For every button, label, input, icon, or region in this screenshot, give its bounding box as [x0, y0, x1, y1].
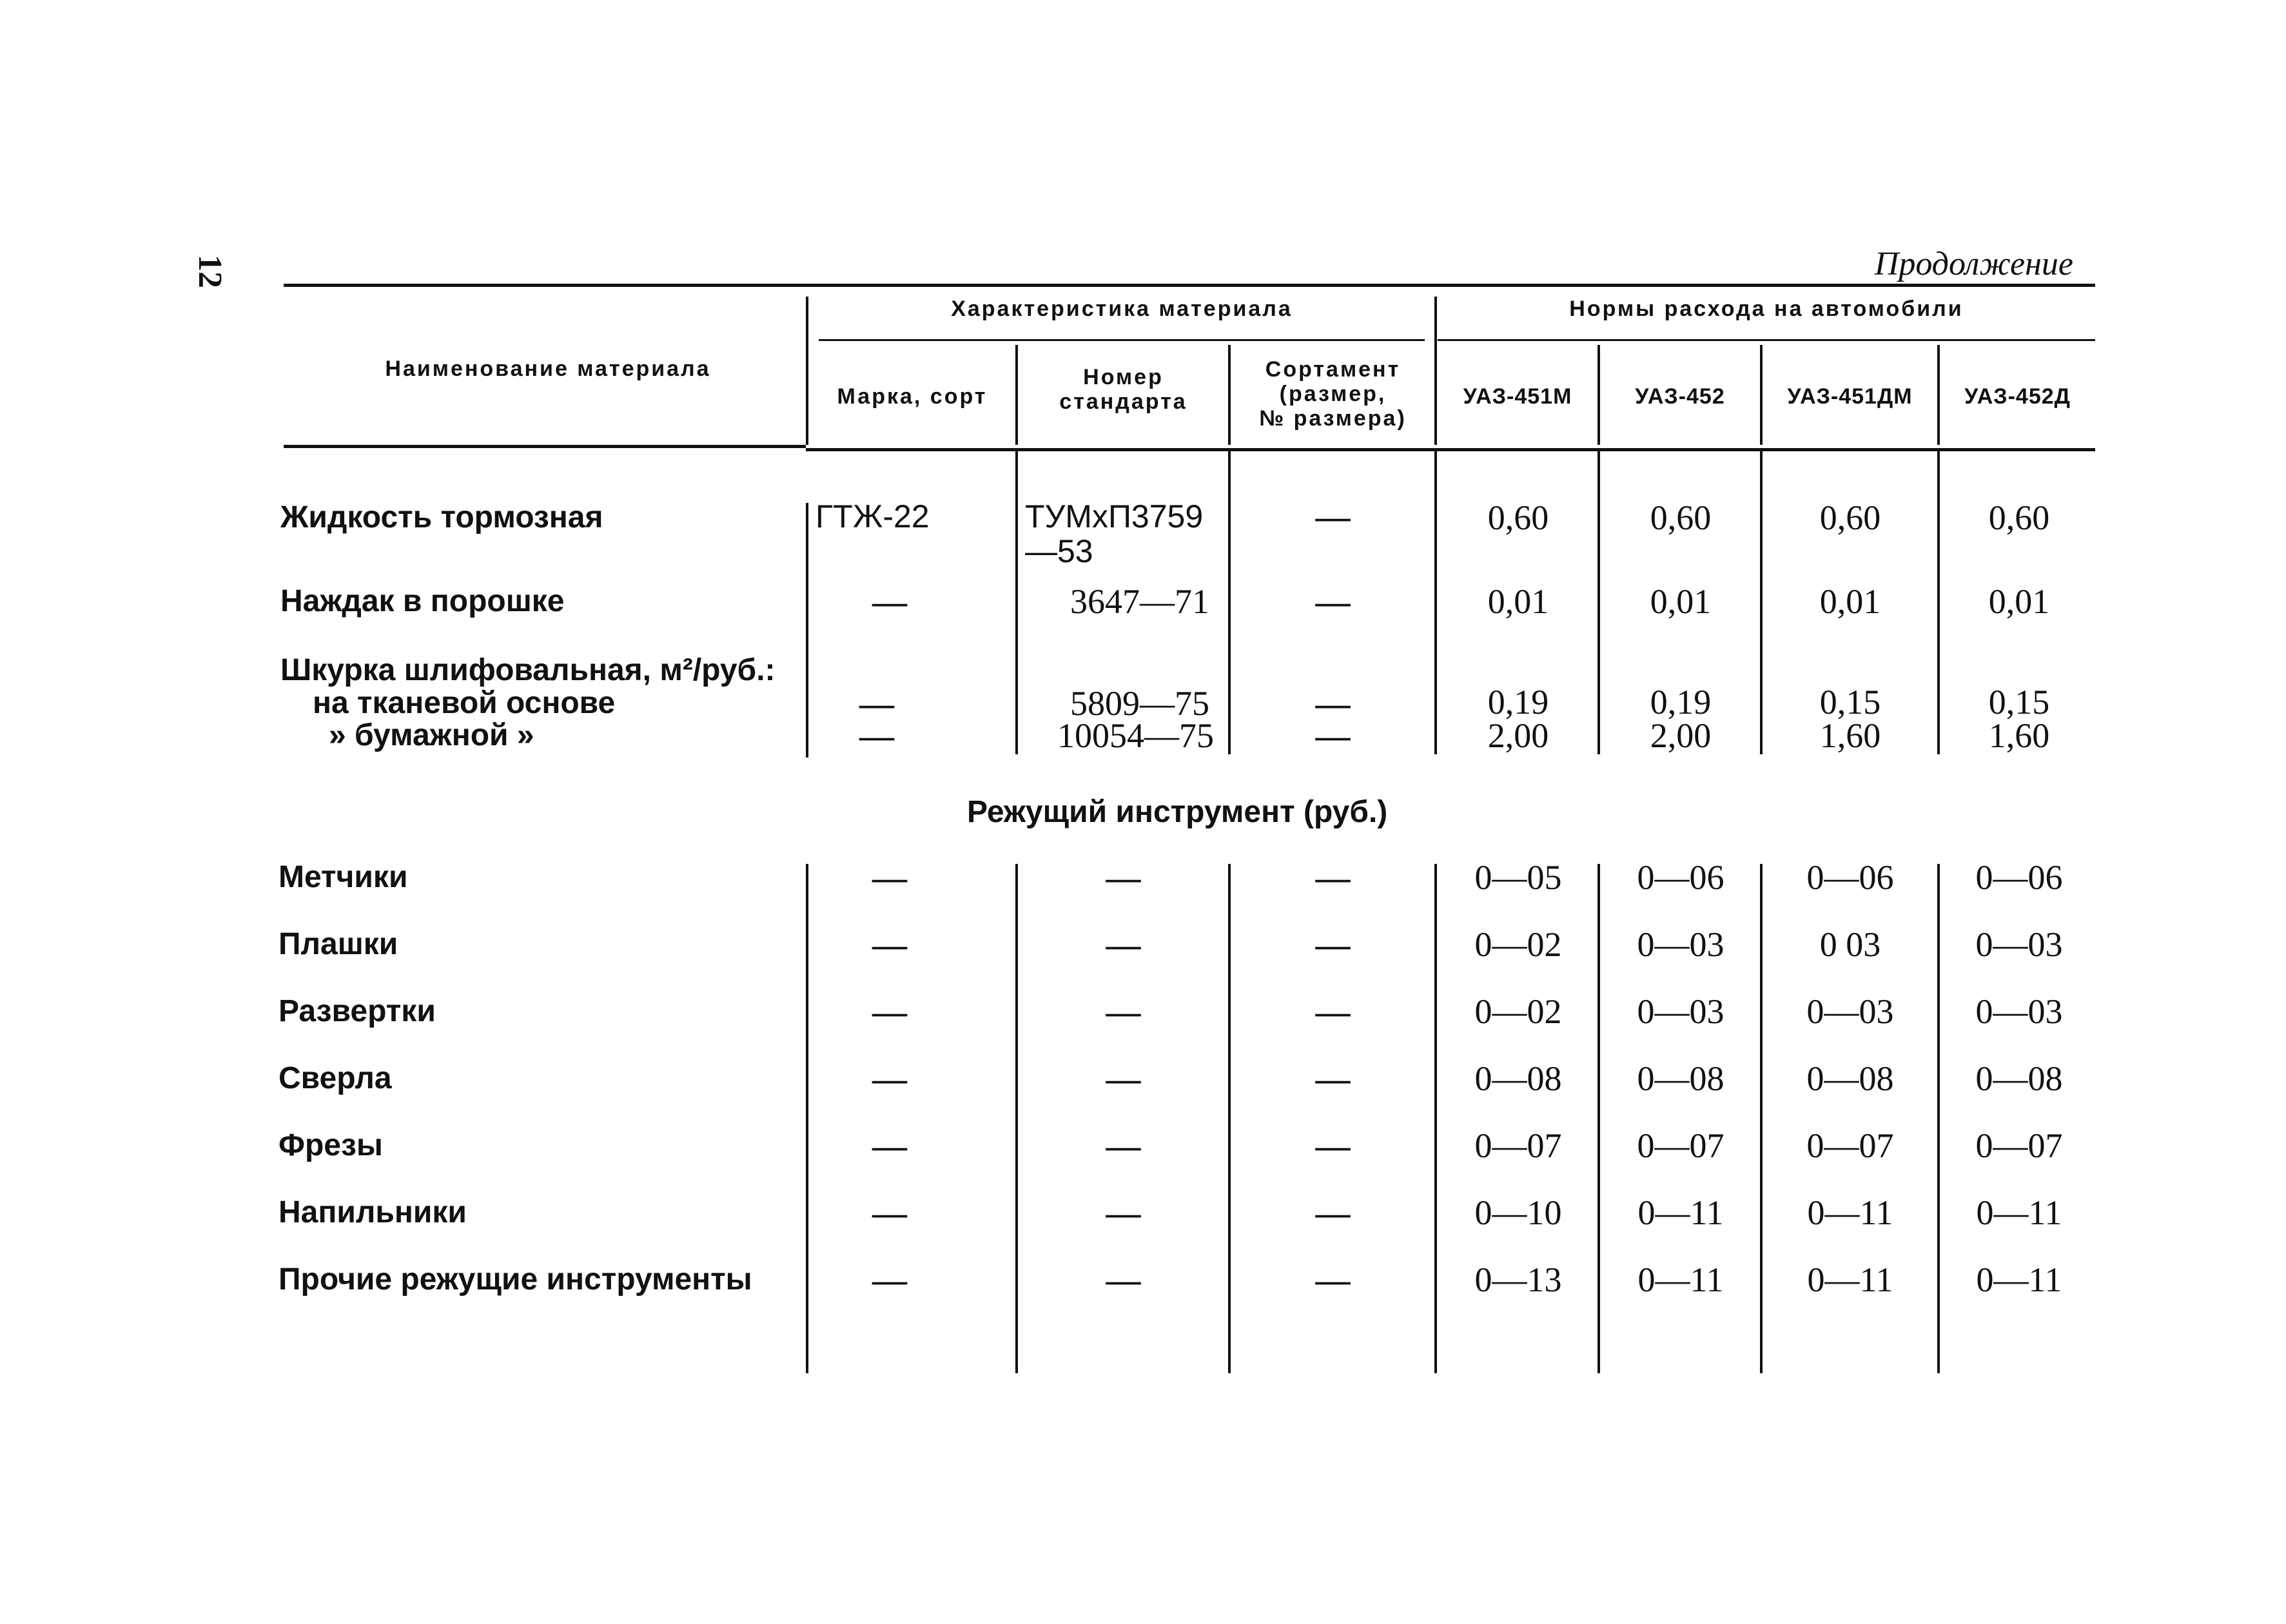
norm-value: 0—03 — [1975, 925, 2063, 964]
assortment: — — [1315, 1059, 1351, 1098]
grade: ГТЖ-22 — [816, 498, 930, 534]
grade: — — [872, 992, 907, 1031]
norm-value: 1,60 — [1988, 716, 2050, 755]
norm-value: 0,01 — [1988, 582, 2050, 621]
norm-value: 0,15 — [1988, 683, 2050, 721]
header-model: УАЗ-451ДМ — [1787, 384, 1913, 409]
norm-value: 0,01 — [1819, 582, 1881, 621]
norm-value: 0—08 — [1474, 1059, 1562, 1098]
group-title: Шкурка шлифовальная, м²/руб.: — [280, 653, 776, 687]
col-divider — [1015, 864, 1018, 1373]
standard: ТУМхП3759 — [1025, 498, 1204, 534]
header-model: УАЗ-452Д — [1964, 384, 2071, 409]
col-divider — [1760, 451, 1763, 754]
norm-value: 0—11 — [1637, 1193, 1724, 1232]
header-model: УАЗ-451М — [1463, 384, 1572, 409]
header-grade: Марка, сорт — [837, 384, 988, 409]
norm-value: 0—11 — [1637, 1260, 1724, 1299]
standard: 10054—75 — [1057, 716, 1214, 755]
material-name: Развертки — [278, 994, 436, 1028]
grade: — — [872, 925, 907, 964]
material-name: Напильники — [278, 1195, 467, 1229]
col-divider — [1937, 864, 1940, 1373]
header-assortment-line: (размер, — [1279, 382, 1387, 406]
assortment: — — [1315, 858, 1351, 897]
col-divider — [806, 297, 808, 445]
col-divider — [1760, 864, 1763, 1373]
norm-value: 0—07 — [1474, 1126, 1562, 1165]
col-divider — [1434, 864, 1437, 1373]
grade: — — [872, 1260, 907, 1299]
norm-value: 0 03 — [1819, 925, 1881, 964]
norm-value: 0,60 — [1819, 498, 1881, 537]
standard: — — [1106, 1260, 1141, 1299]
norm-value: 0—08 — [1806, 1059, 1894, 1098]
header-bottom-rule — [284, 445, 806, 448]
assortment: — — [1315, 925, 1351, 964]
standard: — — [1106, 1059, 1141, 1098]
norm-value: 0,19 — [1487, 683, 1549, 721]
norm-value: 0,01 — [1650, 582, 1712, 621]
norm-value: 0—06 — [1637, 858, 1724, 897]
standard: 3647—71 — [1070, 582, 1209, 621]
norm-value: 0—05 — [1474, 858, 1562, 897]
col-divider — [1597, 864, 1600, 1373]
col-divider — [1015, 345, 1018, 445]
header-assortment-line: № размера) — [1259, 406, 1407, 431]
grade: — — [872, 1059, 907, 1098]
assortment: — — [1315, 992, 1351, 1031]
col-divider — [1228, 864, 1231, 1373]
norm-value: 0—11 — [1807, 1193, 1893, 1232]
grade: — — [859, 684, 894, 723]
norm-value: 0—13 — [1474, 1260, 1562, 1299]
norm-value: 0—07 — [1637, 1126, 1724, 1165]
col-divider — [1015, 451, 1018, 754]
assortment: — — [1315, 1126, 1351, 1165]
col-divider — [1228, 345, 1231, 445]
characteristics-underline — [819, 339, 1425, 341]
assortment: — — [1315, 1260, 1351, 1299]
norm-value: 0,01 — [1487, 582, 1549, 621]
material-name: на тканевой основе — [313, 686, 616, 720]
header-model: УАЗ-452 — [1635, 384, 1725, 409]
assortment: — — [1315, 716, 1351, 755]
norm-value: 0—02 — [1474, 925, 1562, 964]
norm-value: 2,00 — [1650, 716, 1712, 755]
standard-cont: —53 — [1025, 533, 1093, 569]
header-characteristics: Характеристика материала — [951, 297, 1293, 321]
norm-value: 0,15 — [1819, 683, 1881, 721]
norm-value: 0,60 — [1487, 498, 1549, 537]
col-divider — [1434, 297, 1437, 445]
norm-value: 0—03 — [1637, 992, 1724, 1031]
material-name: Сверла — [278, 1061, 392, 1095]
norm-value: 0,60 — [1650, 498, 1712, 537]
top-rule — [284, 284, 2095, 287]
header-standard-line: стандарта — [1059, 389, 1187, 414]
standard: — — [1106, 992, 1141, 1031]
norm-value: 0—11 — [1976, 1260, 2062, 1299]
col-divider — [1228, 451, 1231, 754]
standard: — — [1106, 1126, 1141, 1165]
norm-value: 0—11 — [1976, 1193, 2062, 1232]
norm-value: 0—08 — [1637, 1059, 1724, 1098]
norm-value: 0—02 — [1474, 992, 1562, 1031]
norm-value: 0—03 — [1637, 925, 1724, 964]
norm-value: 0—08 — [1975, 1059, 2063, 1098]
assortment: — — [1315, 582, 1351, 621]
norm-value: 2,00 — [1487, 716, 1549, 755]
material-name: » бумажной » — [329, 718, 534, 752]
material-name: Жидкость тормозная — [280, 500, 603, 534]
norm-value: 0—07 — [1975, 1126, 2063, 1165]
norm-value: 0,19 — [1650, 683, 1712, 721]
norm-value: 0,60 — [1988, 498, 2050, 537]
material-name: Наждак в порошке — [280, 584, 565, 618]
norm-value: 0—03 — [1975, 992, 2063, 1031]
standard: — — [1106, 925, 1141, 964]
header-norms: Нормы расхода на автомобили — [1569, 297, 1964, 321]
col-divider — [806, 864, 808, 1373]
col-divider — [1434, 451, 1437, 754]
material-name: Прочие режущие инструменты — [278, 1262, 752, 1296]
section-title: Режущий инструмент (руб.) — [967, 795, 1388, 829]
header-bottom-rule-right — [806, 448, 2095, 451]
norm-value: 0—11 — [1807, 1260, 1893, 1299]
grade: — — [872, 1193, 907, 1232]
header-assortment-line: Сортамент — [1265, 357, 1401, 382]
norm-value: 0—07 — [1806, 1126, 1894, 1165]
standard: — — [1106, 1193, 1141, 1232]
material-name: Метчики — [278, 860, 408, 894]
header-standard-line: Номер — [1083, 365, 1164, 389]
continuation-label: Продолжение — [1874, 246, 2073, 282]
col-divider — [1937, 451, 1940, 754]
material-name: Фрезы — [278, 1128, 383, 1162]
col-divider — [1597, 451, 1600, 754]
material-name: Плашки — [278, 927, 398, 961]
assortment: — — [1315, 497, 1351, 536]
norm-value: 0—10 — [1474, 1193, 1562, 1232]
page-number: 12 — [191, 255, 228, 288]
norm-value: 0—06 — [1975, 858, 2063, 897]
norm-value: 0—06 — [1806, 858, 1894, 897]
header-material-name: Наименование материала — [385, 357, 711, 381]
grade: — — [872, 582, 907, 621]
norm-value: 1,60 — [1819, 716, 1881, 755]
assortment: — — [1315, 684, 1351, 723]
grade: — — [872, 858, 907, 897]
norms-underline — [1438, 339, 2095, 341]
standard: — — [1106, 858, 1141, 897]
grade: — — [872, 1126, 907, 1165]
standard: 5809—75 — [1070, 684, 1209, 723]
norm-value: 0—03 — [1806, 992, 1894, 1031]
assortment: — — [1315, 1193, 1351, 1232]
grade: — — [859, 716, 894, 755]
